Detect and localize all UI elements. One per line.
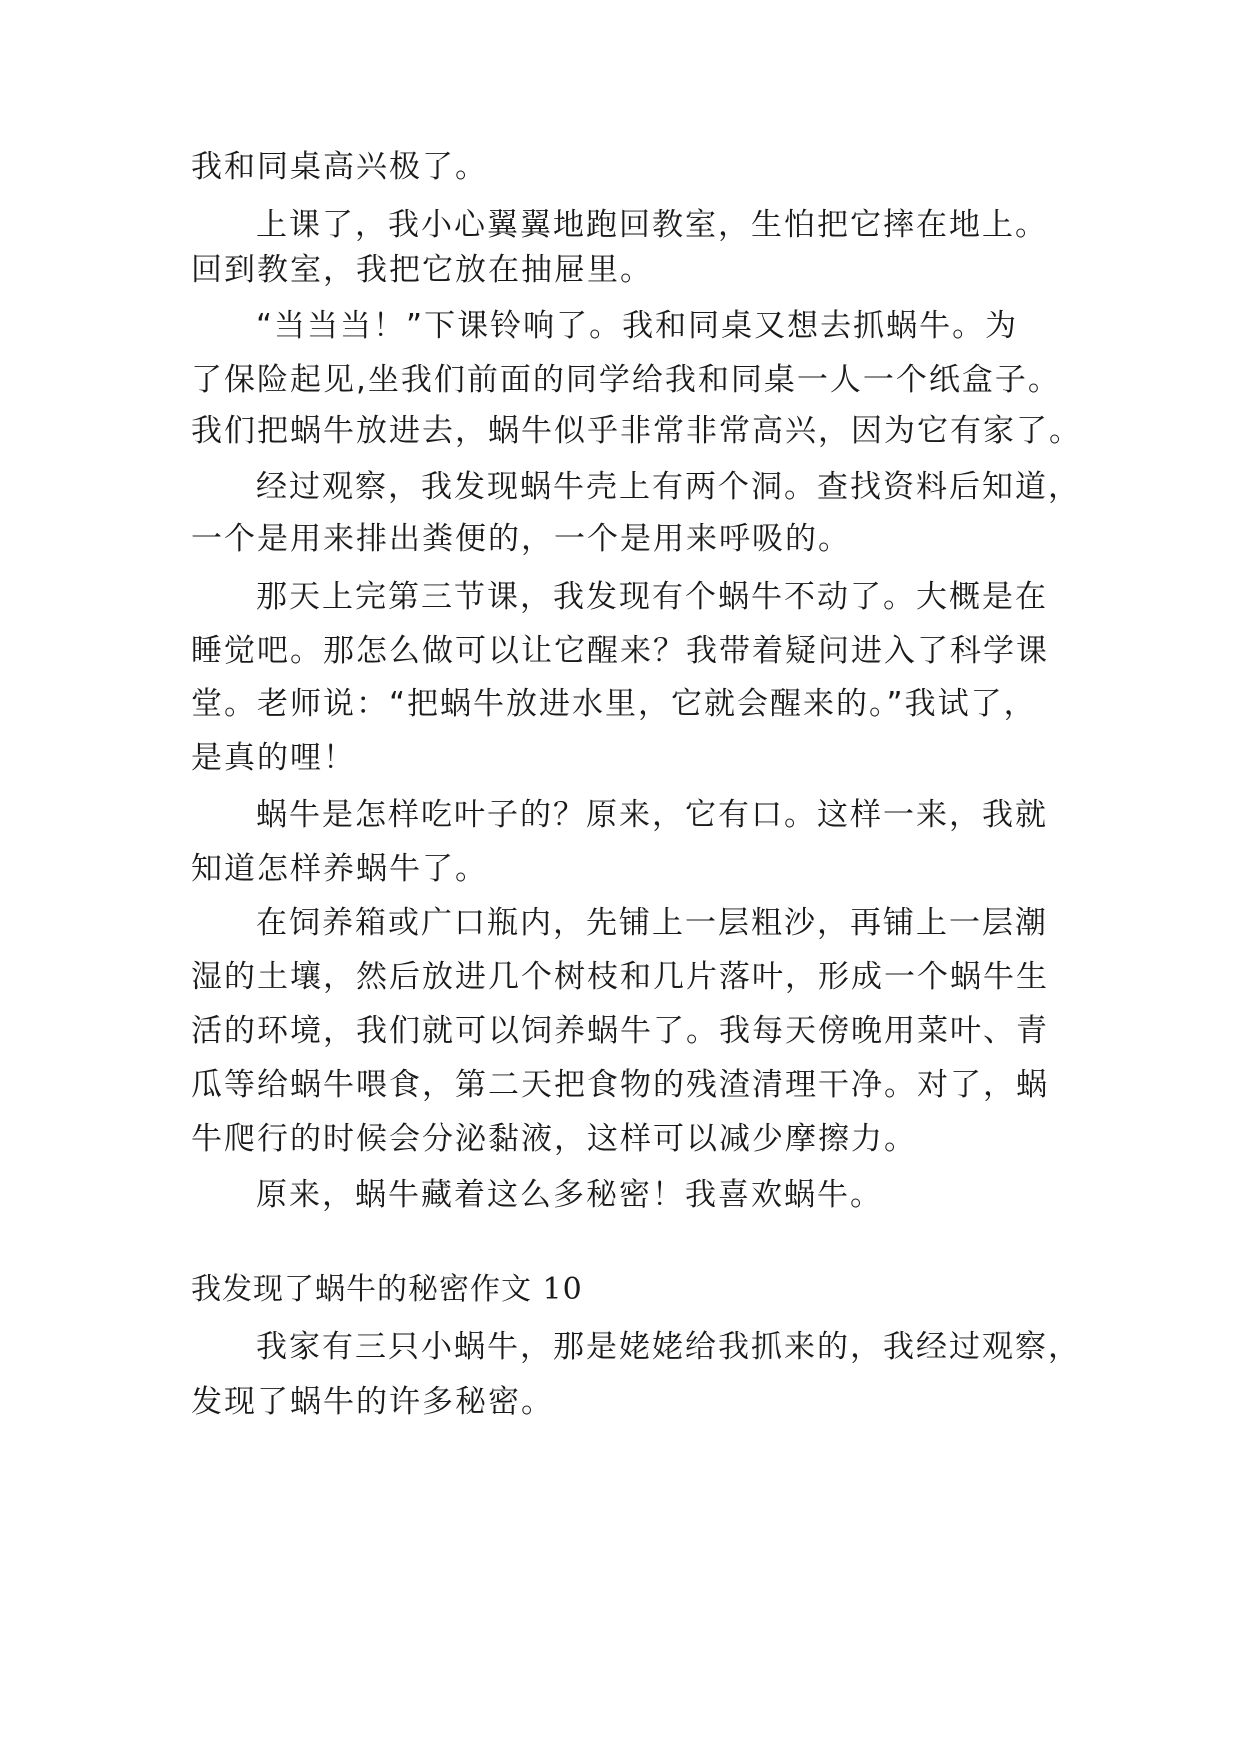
text-line: 湿的土壤，然后放进几个树枝和几片落叶，形成一个蜗牛生 [191,959,1049,995]
text-line: 那天上完第三节课，我发现有个蜗牛不动了。大概是在 [256,579,1048,615]
text-line: 蜗牛是怎样吃叶子的？原来，它有口。这样一来，我就 [256,797,1048,833]
text-line: 经过观察，我发现蜗牛壳上有两个洞。查找资料后知道， [256,469,1081,505]
text-line: 我和同桌高兴极了。 [191,149,488,185]
text-line: 我们把蜗牛放进去，蜗牛似乎非常非常高兴，因为它有家了。 [191,413,1082,449]
text-line: “当当当！”下课铃响了。我和同桌又想去抓蜗牛。为 [256,308,1019,344]
text-line: 发现了蜗牛的许多秘密。 [191,1384,554,1420]
text-line: 知道怎样养蜗牛了。 [191,851,488,887]
text-line: 是真的哩！ [191,740,356,776]
text-line: 一个是用来排出粪便的，一个是用来呼吸的。 [191,521,851,557]
text-line: 活的环境，我们就可以饲养蜗牛了。我每天傍晚用菜叶、青 [191,1013,1049,1049]
essay-heading: 我发现了蜗牛的秘密作文 10 [191,1272,583,1307]
text-line: 回到教室，我把它放在抽屉里。 [191,252,653,288]
text-line: 睡觉吧。那怎么做可以让它醒来？我带着疑问进入了科学课 [191,633,1049,669]
text-line: 瓜等给蜗牛喂食，第二天把食物的残渣清理干净。对了，蜗 [191,1067,1049,1103]
text-line: 在饲养箱或广口瓶内，先铺上一层粗沙，再铺上一层潮 [256,905,1048,941]
text-line: 了保险起见,坐我们前面的同学给我和同桌一人一个纸盒子。 [191,362,1061,398]
text-line: 堂。老师说：“把蜗牛放进水里，它就会醒来的。”我试了， [191,686,1037,722]
text-line: 上课了，我小心翼翼地跑回教室，生怕把它摔在地上。 [256,207,1048,243]
text-line: 原来，蜗牛藏着这么多秘密！我喜欢蜗牛。 [256,1177,883,1213]
text-line: 我家有三只小蜗牛，那是姥姥给我抓来的，我经过观察， [256,1329,1081,1365]
text-line: 牛爬行的时候会分泌黏液，这样可以减少摩擦力。 [191,1121,917,1157]
